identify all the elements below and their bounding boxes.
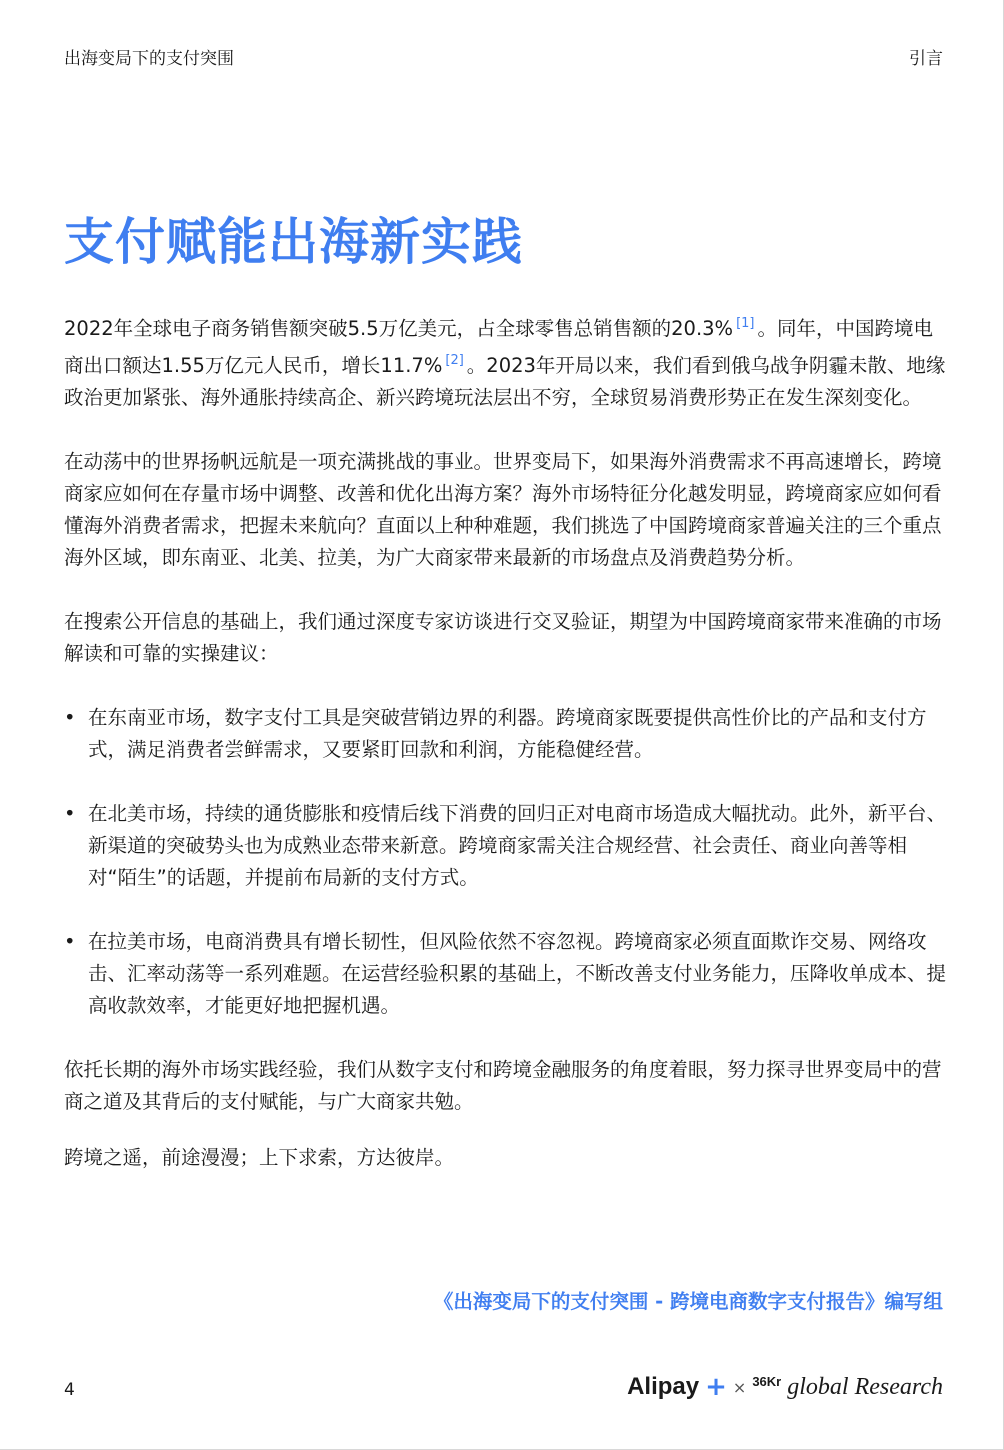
running-header-section: 引言 <box>909 49 943 69</box>
list-item <box>64 702 946 766</box>
global-research-logo: global Research <box>787 1373 943 1400</box>
paragraph-5: 跨境之遥，前途漫漫；上下求索，方达彼岸。 <box>64 1146 455 1169</box>
list-item <box>64 798 946 894</box>
paragraph-3: 在搜索公开信息的基础上，我们通过深度专家访谈进行交叉验证，期望为中国跨境商家带来准确的市场解读和可靠的实操建议： <box>64 610 942 665</box>
footnote-ref-2[interactable]: [2] <box>445 353 464 368</box>
paragraph-1 <box>64 308 946 414</box>
bullet-text: 在东南亚市场，数字支付工具是突破营销边界的利器。跨境商家既要提供高性价比的产品和支付方式，满足消费者尝鲜需求，又要紧盯回款和利润，方能稳健经营。 <box>88 706 927 761</box>
footer-logos <box>627 1372 943 1402</box>
times-icon: × <box>732 1377 747 1397</box>
page-number: 4 <box>64 1380 75 1400</box>
bullet-dot-icon: • <box>64 706 76 729</box>
footnote-ref-1[interactable]: [1] <box>736 316 755 331</box>
alipay-plus-icon: + <box>705 1372 727 1402</box>
bullet-text: 在拉美市场，电商消费具有增长韧性，但风险依然不容忽视。跨境商家必须直面欺诈交易、网络攻击、汇率动荡等一系列难题。在运营经验积累的基础上，不断改善支付业务能力，压降收单成本、提高收款效率，才能更好地把握机遇。 <box>88 930 947 1017</box>
paragraph-1-part-a: 2022年全球电子商务销售额突破5.5万亿美元，占全球零售总销售额的20.3% <box>64 317 734 340</box>
paragraph-1-part-b: 。同年，中国跨境电商出口额达1.55万亿元人民币，增长11.7% <box>64 317 934 377</box>
paragraph-2: 在动荡中的世界扬帆远航是一项充满挑战的事业。世界变局下，如果海外消费需求不再高速增长，跨境商家应如何在存量市场中调整、改善和优化出海方案？海外市场特征分化越发明显，跨境商家应如何看懂海外消费者需求，把握未来航向？直面以上种种难题，我们挑选了中国跨境商家普遍关注的三个重点海外区域，即东南亚、北美、拉美，为广大商家带来最新的市场盘点及消费趋势分析。 <box>64 450 942 569</box>
body-text <box>64 308 946 1174</box>
paragraph-1-part-c: 。2023年开局以来，我们看到俄乌战争阴霾未散、地缘政治更加紧张、海外通胀持续高企、新兴跨境玩法层出不穷，全球贸易消费形势正在发生深刻变化。 <box>64 354 946 409</box>
alipay-logo: Alipay <box>627 1373 700 1400</box>
bullet-text: 在北美市场，持续的通货膨胀和疫情后线下消费的回归正对电商市场造成大幅扰动。此外，新平台、新渠道的突破势头也为成熟业态带来新意。跨境商家需关注合规经营、社会责任、商业向善等相对“陌生”的话题，并提前布局新的支付方式。 <box>88 802 947 889</box>
36kr-logo: 36Kr <box>752 1373 782 1389</box>
page-title: 支付赋能出海新实践 <box>64 213 523 271</box>
bullet-list <box>64 702 946 1022</box>
list-item <box>64 926 946 1022</box>
paragraph-4: 依托长期的海外市场实践经验，我们从数字支付和跨境金融服务的角度着眼，努力探寻世界变局中的营商之道及其背后的支付赋能，与广大商家共勉。 <box>64 1058 942 1113</box>
running-header-title: 出海变局下的支付突围 <box>64 49 234 69</box>
bullet-dot-icon: • <box>64 930 76 953</box>
author-signature: 《出海变局下的支付突围 - 跨境电商数字支付报告》编写组 <box>433 1290 943 1313</box>
bullet-dot-icon: • <box>64 802 76 825</box>
